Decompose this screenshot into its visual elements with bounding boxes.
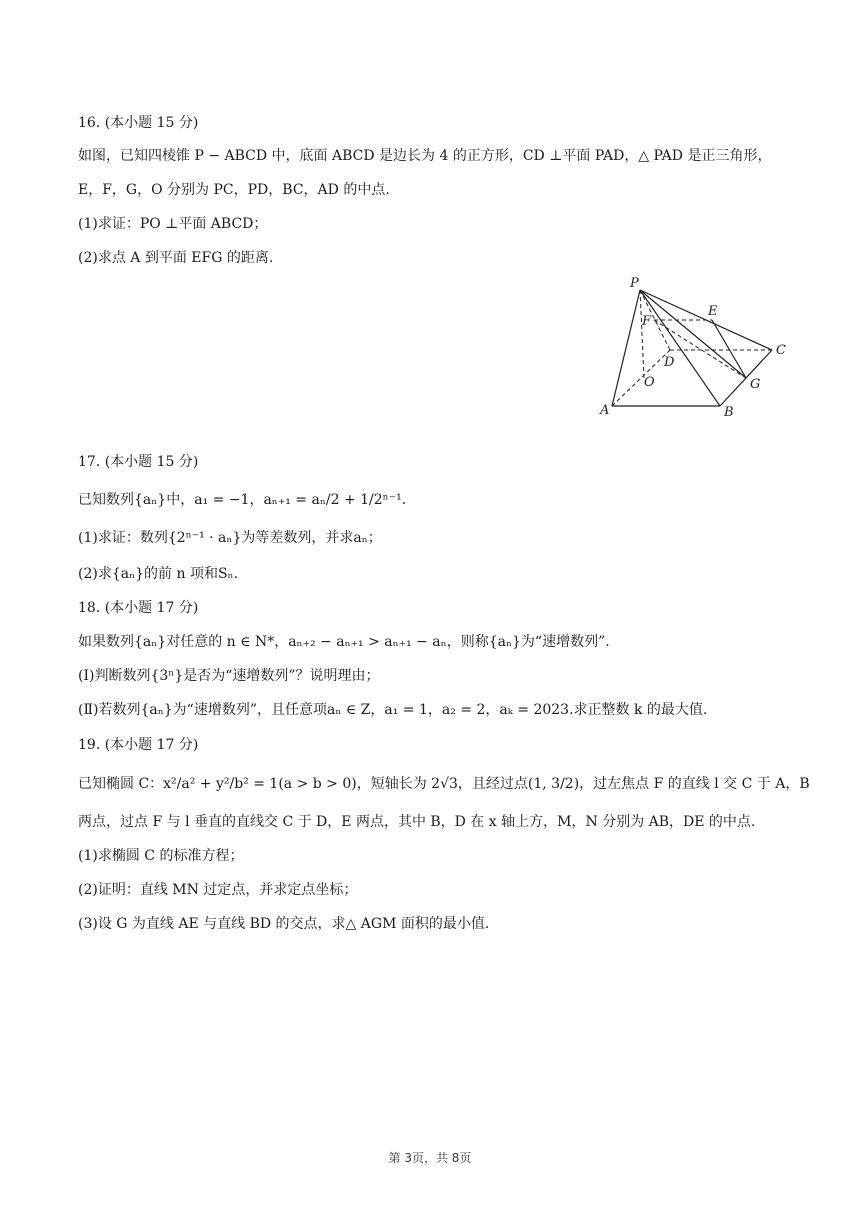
- q17-part1: (1)求证：数列{2ⁿ⁻¹ · aₙ}为等差数列，并求aₙ；: [78, 530, 382, 546]
- q16-stem-line1: 如图，已知四棱锥 P − ABCD 中，底面 ABCD 是边长为 4 的正方形，CD ⊥平面 PAD，△ PAD 是正三角形，: [78, 148, 772, 164]
- segment-EG: [712, 320, 746, 378]
- label-P: P: [630, 276, 639, 291]
- q16-part1: (1)求证：PO ⊥平面 ABCD；: [78, 216, 268, 232]
- q17-part2: (2)求{aₙ}的前 n 项和Sₙ.: [78, 566, 239, 582]
- label-C: C: [776, 343, 786, 358]
- q19-part1: (1)求椭圆 C 的标准方程；: [78, 848, 244, 864]
- q16-stem-line2: E，F，G，O 分别为 PC，PD，BC，AD 的中点.: [78, 182, 390, 198]
- q16-heading: 16. (本小题 15 分): [78, 115, 199, 131]
- pyramid-figure: [592, 272, 802, 422]
- q19-heading: 19. (本小题 17 分): [78, 737, 199, 753]
- q18-stem: 如果数列{aₙ}对任意的 n ∈ N*，aₙ₊₂ − aₙ₊₁ > aₙ₊₁ − aₙ，则称{aₙ}为“速增数列”.: [78, 634, 610, 650]
- q19-stem-line2: 两点，过点 F 与 l 垂直的直线交 C 于 D，E 两点，其中 B，D 在 x 轴上方，M，N 分别为 AB，DE 的中点.: [78, 814, 756, 830]
- label-E: E: [708, 304, 718, 319]
- segment-PO: [640, 290, 644, 378]
- q18-heading: 18. (本小题 17 分): [78, 600, 199, 616]
- q18-part2: (Ⅱ)若数列{aₙ}为“速增数列”，且任意项aₙ ∈ Z，a₁ = 1，a₂ = 2，aₖ = 2023.求正整数 k 的最大值.: [78, 702, 708, 718]
- label-D: D: [664, 355, 675, 370]
- page-footer: 第 3页，共 8页: [388, 1151, 472, 1165]
- label-O: O: [644, 375, 655, 390]
- q17-stem: 已知数列{aₙ}中，a₁ = −1，aₙ₊₁ = aₙ/2 + 1/2ⁿ⁻¹.: [78, 492, 407, 508]
- q19-part2: (2)证明：直线 MN 过定点，并求定点坐标；: [78, 882, 358, 898]
- q19-stem-line1: 已知椭圆 C：x²/a² + y²/b² = 1(a > b > 0)，短轴长为 2√3，且经过点(1, 3/2)，过左焦点 F 的直线 l 交 C 于 A，B: [78, 776, 810, 792]
- q19-part3: (3)设 G 为直线 AE 与直线 BD 的交点，求△ AGM 面积的最小值.: [78, 916, 490, 932]
- label-F: F: [642, 314, 652, 329]
- q17-heading: 17. (本小题 15 分): [78, 454, 199, 470]
- label-A: A: [600, 403, 610, 418]
- label-B: B: [724, 405, 734, 420]
- q16-part2: (2)求点 A 到平面 EFG 的距离.: [78, 250, 274, 266]
- edge-PA: [612, 290, 640, 406]
- segment-PG: [640, 290, 746, 378]
- edge-AD: [612, 350, 670, 406]
- label-G: G: [750, 377, 761, 392]
- q18-part1: (Ⅰ)判断数列{3ⁿ}是否为“速增数列”？说明理由；: [78, 668, 380, 684]
